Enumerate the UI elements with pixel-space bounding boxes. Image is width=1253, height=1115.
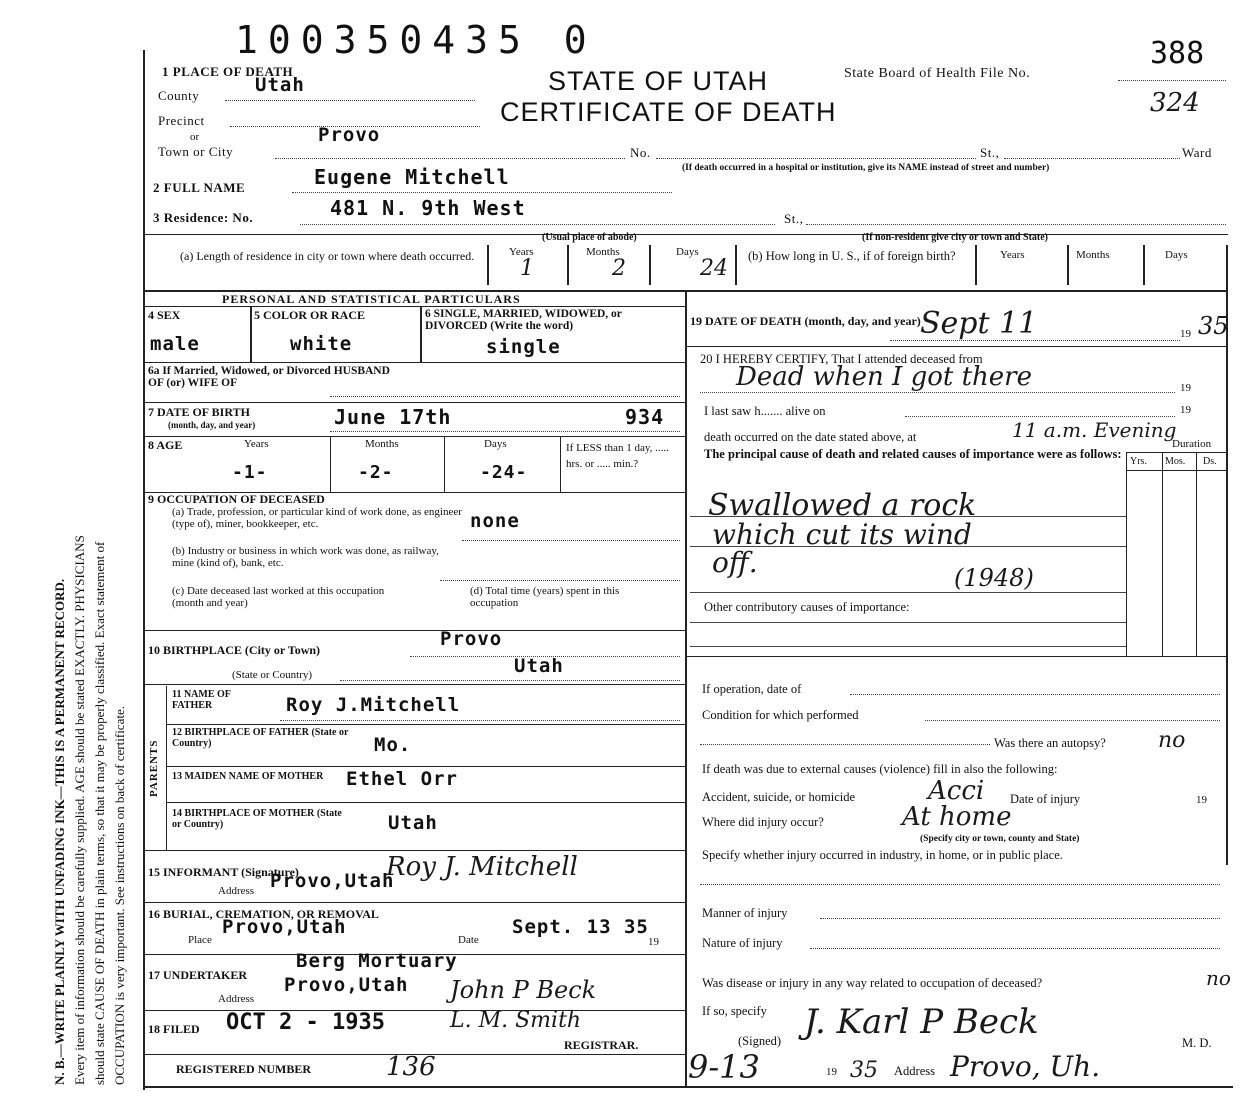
town-value: Provo [318, 124, 381, 146]
where-injury-value: At home [902, 802, 1012, 832]
informant-address-label: Address [218, 885, 255, 897]
town-label: Town or City [158, 144, 234, 159]
occupation-value: none [470, 510, 520, 532]
residence-top-line [143, 234, 1228, 235]
certify-year-prefix: 19 [1180, 382, 1191, 394]
us-months-label: Months [1076, 249, 1110, 261]
other-causes-label: Other contributory causes of importance: [704, 600, 910, 614]
res-months-label: Months [586, 246, 620, 258]
mother-name-label: 13 MAIDEN NAME OF MOTHER [172, 771, 324, 782]
us-length-label: (b) How long in U. S., if of foreign birth? [748, 249, 956, 263]
occupation-label: 9 OCCUPATION OF DECEASED [148, 492, 325, 506]
physician-signature: J. Karl P Beck [804, 1002, 1039, 1042]
burial-year-prefix: 19 [648, 936, 659, 948]
signed-label: (Signed) [738, 1034, 782, 1048]
last-saw-year-prefix: 19 [1180, 404, 1191, 416]
age-days-value: -24- [480, 462, 528, 483]
bottom-border [143, 1086, 1233, 1088]
filed-date: OCT 2 - 1935 [226, 1010, 385, 1035]
age-years-value: -1- [232, 462, 268, 483]
where-note: (Specify city or town, county and State) [920, 834, 1080, 844]
registered-number-value: 136 [386, 1052, 436, 1082]
burial-place-value: Provo,Utah [222, 916, 347, 938]
birthplace-label: 10 BIRTHPLACE (City or Town) [148, 643, 321, 657]
hospital-note: (If death occurred in a hospital or institution, give its NAME instead of street and number) [682, 163, 1050, 173]
if-so-label: If so, specify [702, 1004, 767, 1018]
left-border [143, 50, 145, 1090]
personal-section-title: PERSONAL AND STATISTICAL PARTICULARS [222, 292, 521, 306]
age-years-label: Years [244, 438, 269, 450]
last-saw-label: I last saw h....... alive on [704, 404, 826, 418]
undertaker-signature: John P Beck [450, 976, 597, 1004]
serial-number: 100350435 0 [235, 18, 597, 62]
place-of-death-label: 1 PLACE OF DEATH [162, 64, 294, 79]
street-label: St., [980, 145, 1000, 160]
duration-label: Duration [1172, 438, 1212, 450]
usual-abode-note: (Usual place of abode) [542, 232, 637, 243]
mother-birthplace-value: Utah [388, 812, 438, 834]
res-months-value: 2 [612, 256, 626, 281]
accident-value: Acci [928, 776, 985, 806]
nature-label: Nature of injury [702, 936, 783, 950]
age-days-label: Days [484, 438, 507, 450]
duration-years-label: Yrs. [1130, 456, 1147, 467]
county-value: Utah [255, 74, 305, 96]
father-birthplace-label: 12 BIRTHPLACE OF FATHER (State or Country) [172, 727, 349, 749]
certify-label: 20 I HEREBY CERTIFY, That I attended deceased from [700, 352, 983, 366]
undertaker-address-label: Address [218, 993, 255, 1005]
accident-label: Accident, suicide, or homicide [702, 790, 856, 804]
sex-label: 4 SEX [148, 308, 181, 322]
residence-label: 3 Residence: No. [153, 210, 254, 225]
father-name-label: 11 NAME OF FATHER [172, 689, 231, 711]
age-label: 8 AGE [148, 438, 183, 452]
or-label: or [190, 131, 200, 143]
center-divider [685, 290, 687, 1086]
injury-date-label: Date of injury [1010, 792, 1081, 806]
us-days-label: Days [1165, 249, 1188, 261]
residence-value: 481 N. 9th West [330, 196, 526, 220]
autopsy-label: Was there an autopsy? [994, 736, 1106, 750]
signed-year: 35 [850, 1058, 878, 1083]
state-country-label: (State or Country) [232, 669, 313, 681]
autopsy-value: no [1158, 728, 1186, 753]
informant-label: 15 INFORMANT (Signature) [148, 865, 299, 879]
specify-injury-label: Specify whether injury occurred in industry, in home, or in public place. [702, 848, 1063, 862]
dob-month-day: June 17th [334, 405, 452, 429]
registrar-signature: L. M. Smith [450, 1008, 582, 1033]
cause-line-1: Swallowed a rock [708, 488, 977, 523]
occurred-handwritten: 11 a.m. Evening [1012, 418, 1177, 442]
condition-label: Condition for which performed [702, 708, 859, 722]
mother-birthplace-label: 14 BIRTHPLACE OF MOTHER (State or Country) [172, 808, 342, 830]
occupation-b-label: (b) Industry or business in which work was done, as railway, mine (kind of), bank, etc. [172, 545, 439, 569]
date-of-death-value: Sept 11 [920, 306, 1038, 341]
date-of-death-label: 19 DATE OF DEATH (month, day, and year) [690, 314, 921, 328]
us-years-label: Years [1000, 249, 1025, 261]
related-occupation-label: Was disease or injury in any way related to occupation of deceased? [702, 976, 1043, 990]
precinct-label: Precinct [158, 113, 205, 128]
residence-st-label: St., [784, 211, 804, 226]
margin-note-4: OCCUPATION is very important. See instructions on back of certificate. [112, 706, 127, 1085]
age-months-value: -2- [358, 462, 394, 483]
informant-address: Provo,Utah [270, 870, 395, 892]
cause-line-3: off. [712, 546, 758, 579]
occupation-c-label: (c) Date deceased last worked at this occupation (month and year) [172, 585, 385, 609]
res-years-label: Years [509, 246, 534, 258]
burial-date-label: Date [458, 934, 479, 946]
full-name-value: Eugene Mitchell [314, 165, 510, 189]
occupation-a-label: (a) Trade, profession, or particular kind of work done, as engineer (type of), miner, bookkeeper, etc. [172, 506, 462, 530]
dob-label: 7 DATE OF BIRTH [148, 405, 250, 419]
mother-name-value: Ethel Orr [346, 768, 458, 790]
external-causes-label: If death was due to external causes (violence) fill in also the following: [702, 762, 1058, 776]
top-right-number: 388 [1150, 36, 1205, 71]
margin-note-3: should state CAUSE OF DEATH in plain terms, so that it may be properly classified. Exact statement of [92, 541, 107, 1085]
certify-handwritten: Dead when I got there [736, 362, 1032, 392]
margin-note-1: N. B.—WRITE PLAINLY WITH UNFADING INK—THIS IS A PERMANENT RECORD. [52, 578, 67, 1085]
sex-value: male [150, 333, 200, 355]
principal-cause-label: The principal cause of death and related causes of importance were as follows: [704, 447, 1122, 461]
undertaker-address: Provo,Utah [284, 974, 409, 996]
file-no-value: 324 [1150, 88, 1200, 118]
spouse-label: 6a If Married, Widowed, or Divorced HUSBAND OF (or) WIFE OF [148, 365, 390, 389]
res-days-label: Days [676, 246, 699, 258]
informant-signature: Roy J. Mitchell [386, 852, 578, 882]
where-injury-label: Where did injury occur? [702, 815, 824, 829]
duration-months-label: Mos. [1165, 456, 1186, 467]
color-value: white [290, 333, 353, 355]
occurred-label: death occurred on the date stated above, at [704, 430, 917, 444]
father-birthplace-value: Mo. [374, 734, 412, 756]
dob-year: 934 [625, 405, 665, 429]
marital-label: 6 SINGLE, MARRIED, WIDOWED, or DIVORCED (Write the word) [425, 308, 622, 332]
file-no-label: State Board of Health File No. [844, 66, 1031, 81]
dob-sub-label: (month, day, and year) [168, 420, 256, 430]
undertaker-value: Berg Mortuary [296, 950, 458, 972]
operation-label: If operation, date of [702, 682, 802, 696]
cause-note: (1948) [954, 564, 1034, 592]
manner-label: Manner of injury [702, 906, 788, 920]
death-year-value: 35 [1198, 312, 1229, 340]
res-years-value: 1 [520, 256, 534, 281]
county-label: County [158, 88, 200, 103]
if-less-label: If LESS than 1 day, ..... hrs. or ..... min.? [566, 442, 669, 470]
res-days-value: 24 [700, 256, 728, 281]
injury-year-prefix: 19 [1196, 794, 1207, 806]
burial-label: 16 BURIAL, CREMATION, OR REMOVAL [148, 907, 379, 921]
occupation-d-label: (d) Total time (years) spent in this occupation [470, 585, 620, 609]
md-label: M. D. [1182, 1036, 1212, 1050]
filed-label: 18 FILED [148, 1022, 200, 1036]
related-occupation-value: no [1206, 966, 1231, 990]
length-residence-label: (a) Length of residence in city or town where death occurred. [180, 249, 475, 263]
burial-place-label: Place [188, 934, 212, 946]
parents-side-label: PARENTS [148, 739, 160, 797]
signed-year-prefix: 19 [826, 1066, 837, 1078]
nonresident-note: (If non-resident give city or town and State) [862, 232, 1049, 243]
no-label: No. [630, 145, 651, 160]
state-title: STATE OF UTAH [548, 66, 768, 96]
physician-address-label: Address [894, 1064, 935, 1078]
certificate-title: CERTIFICATE OF DEATH [500, 97, 837, 127]
marital-value: single [486, 336, 561, 358]
physician-address: Provo, Uh. [950, 1050, 1101, 1083]
undertaker-label: 17 UNDERTAKER [148, 968, 248, 982]
cause-line-2: which cut its wind [712, 518, 972, 551]
birthplace-city: Provo [440, 628, 503, 650]
signed-date: 9-13 [688, 1048, 760, 1086]
duration-days-label: Ds. [1203, 456, 1217, 467]
color-label: 5 COLOR OR RACE [254, 308, 366, 322]
burial-date-value: Sept. 13 35 [512, 916, 649, 938]
registered-number-label: REGISTERED NUMBER [176, 1062, 312, 1076]
birthplace-state: Utah [514, 655, 564, 677]
margin-note-2: Every item of information should be carefully supplied. AGE should be stated EXACTLY. PHYSICIANS [72, 535, 87, 1085]
full-name-label: 2 FULL NAME [153, 180, 246, 195]
age-months-label: Months [365, 438, 399, 450]
death-year-prefix: 19 [1180, 328, 1191, 340]
father-name-value: Roy J.Mitchell [286, 694, 461, 716]
ward-label: Ward [1182, 145, 1212, 160]
registrar-label: REGISTRAR. [564, 1038, 639, 1052]
